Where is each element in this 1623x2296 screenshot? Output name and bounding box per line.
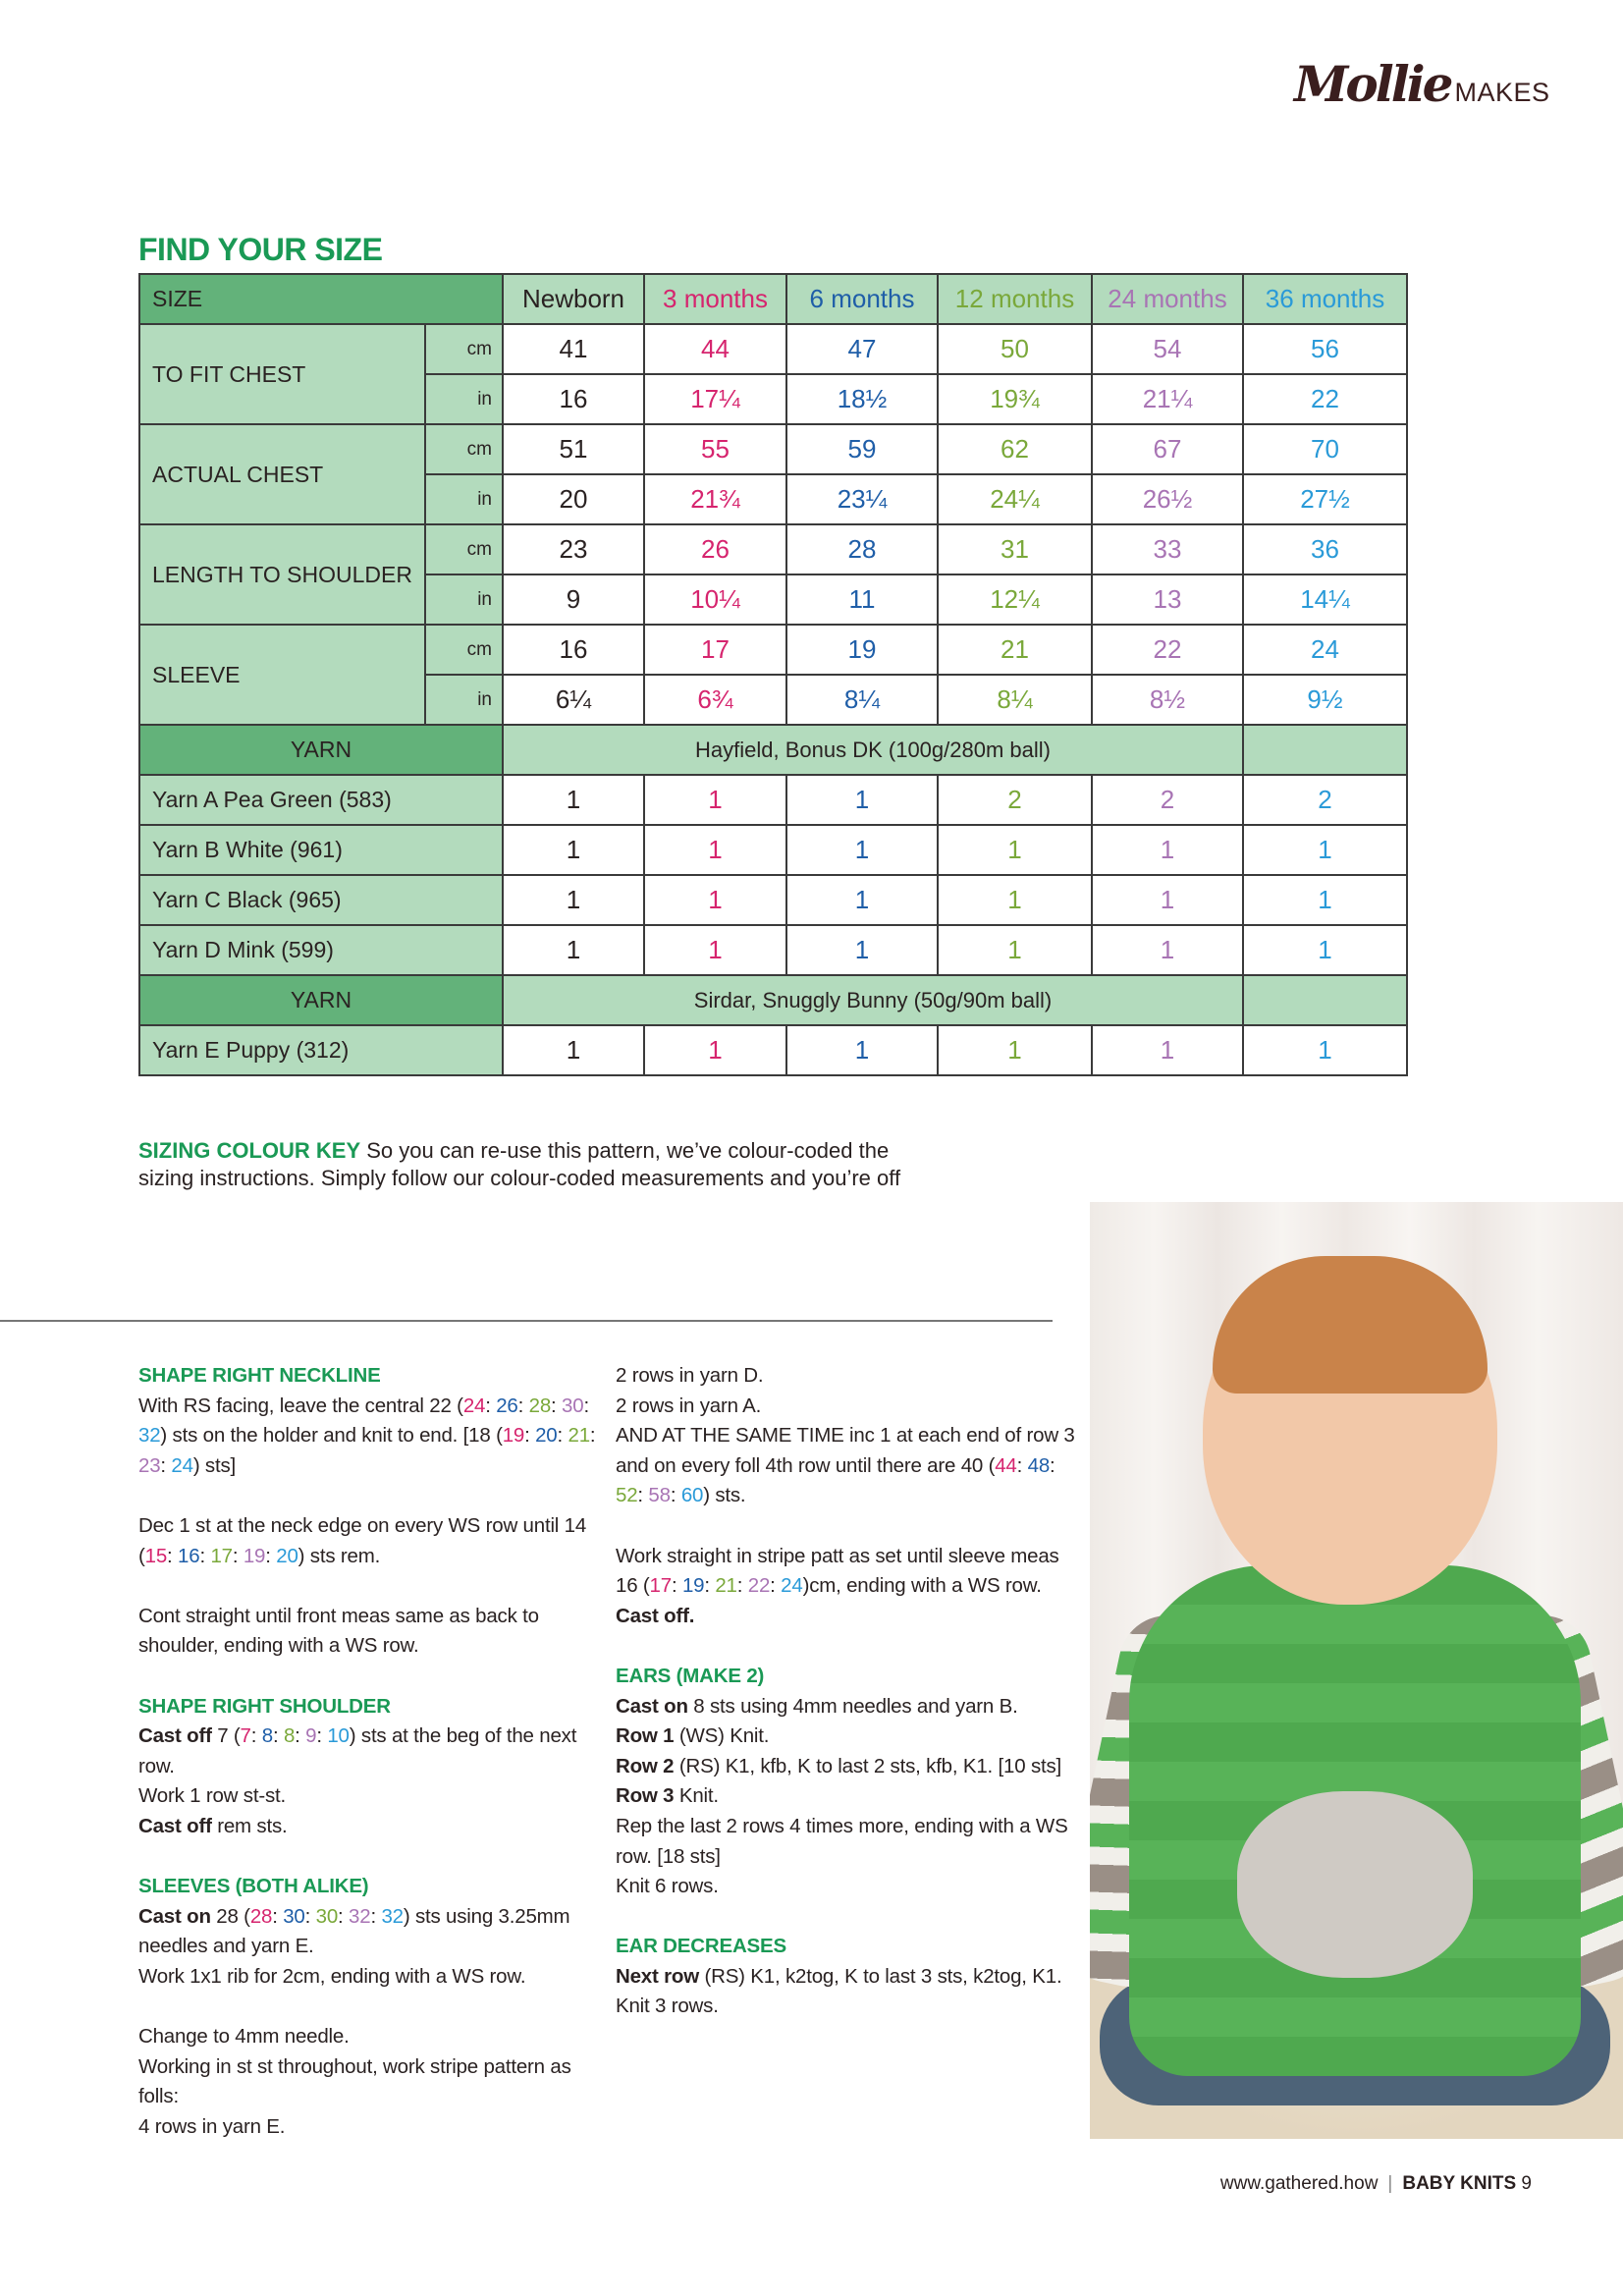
- instruction-paragraph: [616, 1722, 1077, 1752]
- measurement-value: 41: [503, 324, 644, 374]
- instruction-text: With RS facing, leave the central 22 (: [138, 1394, 463, 1417]
- instruction-text: (RS) K1, kfb, K to last 2 sts, kfb, K1. [10 sts]: [674, 1754, 1062, 1777]
- yarn-header: YARN: [139, 725, 503, 775]
- instruction-text: Work straight in stripe patt as set until sleeve meas 16 (: [616, 1544, 1059, 1598]
- measurement-label: LENGTH TO SHOULDER: [139, 524, 425, 625]
- instruction-text: 8 sts using 4mm needles and yarn B.: [687, 1694, 1018, 1718]
- size-value: 32: [349, 1904, 371, 1928]
- measurement-row: [139, 625, 1407, 675]
- yarn-quantity: 1: [503, 775, 644, 825]
- instruction-term: Next row: [616, 1964, 699, 1988]
- measurement-value: 21¾: [644, 474, 786, 524]
- yarn-quantity: 1: [938, 1025, 1092, 1075]
- yarn-quantity: 1: [503, 1025, 644, 1075]
- yarn-quantity: 1: [644, 775, 786, 825]
- measurement-value: 62: [938, 424, 1092, 474]
- instruction-text: )cm, ending with a WS row.: [802, 1574, 1042, 1598]
- size-value: 52: [616, 1484, 638, 1507]
- instruction-paragraph: [138, 1962, 600, 1993]
- puppy-motif: [1237, 1791, 1473, 1978]
- page-number: 9: [1521, 2173, 1532, 2194]
- instruction-text: ) sts on the holder and knit to end. [18 (: [160, 1424, 503, 1448]
- logo-script: Mollie: [1294, 55, 1451, 113]
- measurement-value: 70: [1243, 424, 1407, 474]
- unit-label: cm: [425, 324, 503, 374]
- yarn-quantity: 1: [503, 925, 644, 975]
- yarn-quantity: 1: [786, 825, 938, 875]
- instruction-paragraph: [616, 1602, 1077, 1632]
- instruction-text: :: [316, 1724, 328, 1748]
- yarn-label: Yarn A Pea Green (583): [139, 775, 503, 825]
- key-heading: SIZING COLOUR KEY: [138, 1138, 361, 1163]
- yarn-quantity: 1: [938, 925, 1092, 975]
- size-value: 21: [715, 1574, 737, 1598]
- instruction-text: :: [557, 1424, 568, 1448]
- yarn-row: [139, 925, 1407, 975]
- size-value: 19: [681, 1574, 705, 1598]
- instruction-term: Cast off: [138, 1724, 212, 1748]
- instruction-text: 2 rows in yarn D.: [616, 1364, 764, 1387]
- page-footer: [1220, 2173, 1532, 2195]
- measurement-value: 21¼: [1092, 374, 1243, 424]
- page-title: FIND YOUR SIZE: [138, 232, 383, 267]
- instruction-paragraph: [616, 1962, 1077, 1993]
- yarn-quantity: 1: [1092, 825, 1243, 875]
- instruction-text: :: [370, 1904, 382, 1928]
- yarn-quantity: 1: [786, 925, 938, 975]
- instruction-paragraph: [616, 1542, 1077, 1602]
- instruction-term: Cast off: [138, 1814, 212, 1837]
- instruction-term: Cast on: [138, 1904, 211, 1928]
- size-value: 30: [283, 1904, 305, 1928]
- size-label: SIZE: [139, 274, 503, 324]
- size-value: 7: [240, 1724, 251, 1748]
- yarn-label: Yarn C Black (965): [139, 875, 503, 925]
- measurement-value: 26½: [1092, 474, 1243, 524]
- footer-separator: |: [1387, 2173, 1393, 2194]
- logo-word: MAKES: [1454, 78, 1550, 107]
- size-column-header: 24 months: [1092, 274, 1243, 324]
- instruction-text: (WS) Knit.: [674, 1724, 770, 1748]
- size-value: 32: [381, 1904, 404, 1928]
- size-value: 30: [562, 1394, 584, 1417]
- instruction-term: Row 3: [616, 1784, 675, 1808]
- yarn-row: [139, 775, 1407, 825]
- measurement-value: 6¾: [644, 675, 786, 725]
- instruction-text: Dec 1 st at the neck edge on every WS row until 14 (: [138, 1513, 587, 1567]
- instruction-text: Cont straight until front meas same as back to shoulder, ending with a WS row.: [138, 1604, 539, 1658]
- measurement-row: [139, 324, 1407, 374]
- yarn-quantity: 1: [786, 1025, 938, 1075]
- instruction-text: AND AT THE SAME TIME inc 1 at each end of row 3 and on every foll 4th row until there are 40 (: [616, 1424, 1075, 1477]
- measurement-value: 55: [644, 424, 786, 474]
- instructions-column-left: [138, 1361, 600, 2142]
- yarn-quantity: 2: [1092, 775, 1243, 825]
- yarn-row: [139, 875, 1407, 925]
- instruction-text: :: [295, 1724, 306, 1748]
- section-heading: SLEEVES (BOTH ALIKE): [138, 1875, 369, 1898]
- yarn-quantity: 1: [644, 1025, 786, 1075]
- measurement-value: 50: [938, 324, 1092, 374]
- measurement-value: 44: [644, 324, 786, 374]
- measurement-value: 54: [1092, 324, 1243, 374]
- instruction-text: ) sts rem.: [298, 1544, 381, 1567]
- size-value: 24: [781, 1574, 803, 1598]
- baby-hair: [1213, 1256, 1488, 1394]
- key-text: So you can re-use this pattern, we’ve colour-coded the sizing instructions. Simply follow our colour-coded measurements and you’re off: [138, 1138, 901, 1190]
- size-value: 10: [327, 1724, 350, 1748]
- measurement-value: 67: [1092, 424, 1243, 474]
- instruction-paragraph: [616, 1692, 1077, 1722]
- instruction-text: :: [671, 1574, 682, 1598]
- yarn-header-row: [139, 725, 1407, 775]
- yarn-quantity: 1: [1092, 925, 1243, 975]
- size-value: 28: [249, 1904, 273, 1928]
- instruction-text: 2 rows in yarn A.: [616, 1394, 762, 1417]
- footer-section: BABY KNITS: [1402, 2173, 1517, 2194]
- instruction-text: :: [524, 1424, 536, 1448]
- section-heading: SHAPE RIGHT NECKLINE: [138, 1364, 381, 1387]
- instruction-text: Change to 4mm needle.: [138, 2025, 350, 2049]
- section-heading: SHAPE RIGHT SHOULDER: [138, 1694, 391, 1718]
- instruction-text: :: [517, 1394, 529, 1417]
- instructions-column-right: [616, 1361, 1077, 2022]
- size-value: 24: [171, 1453, 193, 1477]
- measurement-value: 16: [503, 625, 644, 675]
- instruction-text: :: [583, 1394, 589, 1417]
- measurement-value: 13: [1092, 574, 1243, 625]
- measurement-value: 19: [786, 625, 938, 675]
- measurement-value: 12¼: [938, 574, 1092, 625]
- yarn-quantity: 1: [644, 925, 786, 975]
- footer-url[interactable]: www.gathered.how: [1219, 2173, 1379, 2194]
- instruction-text: :: [232, 1544, 243, 1567]
- measurement-value: 22: [1092, 625, 1243, 675]
- instruction-text: (RS) K1, k2tog, K to last 3 sts, k2tog, K1.: [698, 1964, 1062, 1988]
- measurement-row: [139, 424, 1407, 474]
- measurement-value: 9: [503, 574, 644, 625]
- instruction-text: :: [272, 1724, 284, 1748]
- unit-label: in: [425, 374, 503, 424]
- measurement-row: [139, 524, 1407, 574]
- unit-label: in: [425, 474, 503, 524]
- instruction-text: rem sts.: [211, 1814, 288, 1837]
- yarn-quantity: 2: [938, 775, 1092, 825]
- yarn-quantity: 1: [1243, 925, 1407, 975]
- yarn-brand: Sirdar, Snuggly Bunny (50g/90m ball): [503, 975, 1243, 1025]
- measurement-label: SLEEVE: [139, 625, 425, 725]
- measurement-value: 11: [786, 574, 938, 625]
- size-value: 21: [568, 1424, 590, 1448]
- instruction-text: ) sts at the beg of the next row.: [138, 1724, 577, 1777]
- instruction-text: 28 (: [210, 1904, 250, 1928]
- measurement-value: 8¼: [786, 675, 938, 725]
- instruction-paragraph: [138, 1812, 600, 1842]
- yarn-row: [139, 825, 1407, 875]
- instruction-text: Rep the last 2 rows 4 times more, ending with a WS row. [18 sts]: [616, 1814, 1068, 1868]
- measurement-value: 23¼: [786, 474, 938, 524]
- instruction-text: Work 1 row st-st.: [138, 1784, 286, 1808]
- size-value: 58: [648, 1484, 671, 1507]
- measurement-value: 31: [938, 524, 1092, 574]
- instruction-term: Row 2: [616, 1754, 675, 1777]
- instruction-text: :: [1050, 1453, 1055, 1477]
- unit-label: in: [425, 574, 503, 625]
- instruction-text: :: [770, 1574, 782, 1598]
- size-column-header: 3 months: [644, 274, 786, 324]
- yarn-quantity: 1: [786, 775, 938, 825]
- measurement-value: 24: [1243, 625, 1407, 675]
- size-value: 28: [528, 1394, 552, 1417]
- empty-cell: [1243, 975, 1407, 1025]
- instruction-paragraph: [138, 1511, 600, 1571]
- unit-label: cm: [425, 424, 503, 474]
- size-column-header: 12 months: [938, 274, 1092, 324]
- size-value: 20: [276, 1544, 298, 1567]
- brand-logo: [1294, 55, 1550, 114]
- instruction-text: :: [551, 1394, 563, 1417]
- instruction-text: :: [167, 1544, 179, 1567]
- instruction-text: :: [272, 1904, 284, 1928]
- unit-label: cm: [425, 625, 503, 675]
- instruction-paragraph: [616, 1421, 1077, 1511]
- section-heading: EAR DECREASES: [616, 1935, 786, 1958]
- measurement-value: 10¼: [644, 574, 786, 625]
- yarn-quantity: 1: [1092, 875, 1243, 925]
- size-value: 20: [535, 1424, 558, 1448]
- instruction-text: :: [199, 1544, 211, 1567]
- measurement-value: 19¾: [938, 374, 1092, 424]
- instruction-paragraph: [138, 1602, 600, 1662]
- instruction-text: :: [670, 1484, 681, 1507]
- unit-label: cm: [425, 524, 503, 574]
- section-heading: EARS (MAKE 2): [616, 1664, 765, 1687]
- measurement-value: 27½: [1243, 474, 1407, 524]
- size-value: 32: [138, 1424, 161, 1448]
- size-value: 15: [144, 1544, 168, 1567]
- measurement-value: 59: [786, 424, 938, 474]
- yarn-label: Yarn B White (961): [139, 825, 503, 875]
- measurement-value: 9½: [1243, 675, 1407, 725]
- size-column-header: 36 months: [1243, 274, 1407, 324]
- size-value: 26: [496, 1394, 518, 1417]
- instruction-paragraph: [138, 2112, 600, 2143]
- measurement-value: 26: [644, 524, 786, 574]
- instruction-paragraph: [616, 1872, 1077, 1902]
- instruction-text: 4 rows in yarn E.: [138, 2114, 286, 2138]
- instruction-text: :: [589, 1424, 596, 1448]
- instruction-term: Cast off.: [616, 1604, 695, 1627]
- size-header-row: [139, 274, 1407, 324]
- instruction-text: Working in st st throughout, work stripe pattern as folls:: [138, 2054, 571, 2108]
- instruction-text: :: [160, 1453, 172, 1477]
- measurement-label: ACTUAL CHEST: [139, 424, 425, 524]
- size-value: 19: [502, 1424, 525, 1448]
- yarn-quantity: 1: [938, 825, 1092, 875]
- measurement-label: TO FIT CHEST: [139, 324, 425, 424]
- measurement-value: 14¼: [1243, 574, 1407, 625]
- measurement-value: 56: [1243, 324, 1407, 374]
- measurement-value: 17¼: [644, 374, 786, 424]
- instruction-text: :: [704, 1574, 716, 1598]
- yarn-header-row: [139, 975, 1407, 1025]
- measurement-value: 22: [1243, 374, 1407, 424]
- yarn-quantity: 1: [938, 875, 1092, 925]
- instruction-text: ) sts.: [703, 1484, 746, 1507]
- measurement-value: 47: [786, 324, 938, 374]
- size-value: 23: [138, 1453, 161, 1477]
- instruction-text: :: [485, 1394, 497, 1417]
- size-value: 24: [462, 1394, 486, 1417]
- instruction-paragraph: [616, 1361, 1077, 1392]
- measurement-value: 17: [644, 625, 786, 675]
- instruction-text: :: [736, 1574, 748, 1598]
- size-value: 16: [178, 1544, 200, 1567]
- instruction-paragraph: [616, 1781, 1077, 1812]
- instruction-text: :: [1016, 1453, 1028, 1477]
- yarn-quantity: 1: [1092, 1025, 1243, 1075]
- size-value: 17: [210, 1544, 233, 1567]
- yarn-quantity: 1: [644, 825, 786, 875]
- yarn-label: Yarn E Puppy (312): [139, 1025, 503, 1075]
- measurement-value: 16: [503, 374, 644, 424]
- instruction-text: :: [265, 1544, 277, 1567]
- yarn-quantity: 1: [503, 875, 644, 925]
- instruction-paragraph: [616, 1992, 1077, 2022]
- yarn-quantity: 1: [1243, 825, 1407, 875]
- size-value: 8: [283, 1724, 296, 1748]
- size-value: 60: [680, 1484, 704, 1507]
- measurement-value: 20: [503, 474, 644, 524]
- measurement-value: 28: [786, 524, 938, 574]
- instruction-text: Work 1x1 rib for 2cm, ending with a WS row.: [138, 1964, 526, 1988]
- instruction-text: :: [338, 1904, 350, 1928]
- measurement-value: 36: [1243, 524, 1407, 574]
- instruction-text: :: [304, 1904, 316, 1928]
- yarn-row: [139, 1025, 1407, 1075]
- instruction-paragraph: [138, 2022, 600, 2052]
- instruction-paragraph: [138, 1392, 600, 1482]
- size-value: 19: [243, 1544, 266, 1567]
- yarn-header: YARN: [139, 975, 503, 1025]
- instruction-text: Knit 3 rows.: [616, 1995, 719, 2018]
- size-table: [138, 273, 1408, 1076]
- baby-jumper-photo: [1090, 1202, 1623, 2139]
- instruction-text: ) sts using 3.25mm needles and yarn E.: [138, 1904, 570, 1958]
- size-column-header: Newborn: [503, 274, 644, 324]
- yarn-quantity: 2: [1243, 775, 1407, 825]
- instruction-paragraph: [616, 1392, 1077, 1422]
- instruction-text: :: [250, 1724, 262, 1748]
- instruction-term: Row 1: [616, 1724, 675, 1748]
- instruction-paragraph: [616, 1812, 1077, 1872]
- yarn-quantity: 1: [786, 875, 938, 925]
- size-column-header: 6 months: [786, 274, 938, 324]
- instruction-text: :: [637, 1484, 649, 1507]
- size-value: 8: [261, 1724, 273, 1748]
- yarn-quantity: 1: [503, 825, 644, 875]
- instruction-paragraph: [616, 1752, 1077, 1782]
- section-divider: [0, 1320, 1053, 1322]
- size-value: 22: [747, 1574, 771, 1598]
- instruction-paragraph: [138, 1722, 600, 1781]
- instruction-paragraph: [138, 1902, 600, 1962]
- instruction-paragraph: [138, 1781, 600, 1812]
- measurement-value: 33: [1092, 524, 1243, 574]
- instruction-paragraph: [138, 2052, 600, 2112]
- yarn-label: Yarn D Mink (599): [139, 925, 503, 975]
- measurement-value: 23: [503, 524, 644, 574]
- yarn-quantity: 1: [1243, 1025, 1407, 1075]
- yarn-brand: Hayfield, Bonus DK (100g/280m ball): [503, 725, 1243, 775]
- measurement-value: 8¼: [938, 675, 1092, 725]
- sizing-colour-key: [138, 1137, 904, 1192]
- measurement-value: 51: [503, 424, 644, 474]
- size-value: 9: [305, 1724, 317, 1748]
- yarn-quantity: 1: [644, 875, 786, 925]
- measurement-value: 6¼: [503, 675, 644, 725]
- unit-label: in: [425, 675, 503, 725]
- instruction-term: Cast on: [616, 1694, 688, 1718]
- instruction-text: ) sts]: [192, 1453, 237, 1477]
- size-value: 48: [1027, 1453, 1051, 1477]
- empty-cell: [1243, 725, 1407, 775]
- size-value: 17: [649, 1574, 672, 1598]
- measurement-value: 8½: [1092, 675, 1243, 725]
- measurement-value: 18½: [786, 374, 938, 424]
- measurement-value: 24¼: [938, 474, 1092, 524]
- yarn-quantity: 1: [1243, 875, 1407, 925]
- measurement-value: 21: [938, 625, 1092, 675]
- size-value: 30: [315, 1904, 339, 1928]
- instruction-text: 7 (: [211, 1724, 241, 1748]
- instruction-text: Knit 6 rows.: [616, 1875, 719, 1898]
- size-value: 44: [995, 1453, 1017, 1477]
- instruction-text: Knit.: [674, 1784, 719, 1808]
